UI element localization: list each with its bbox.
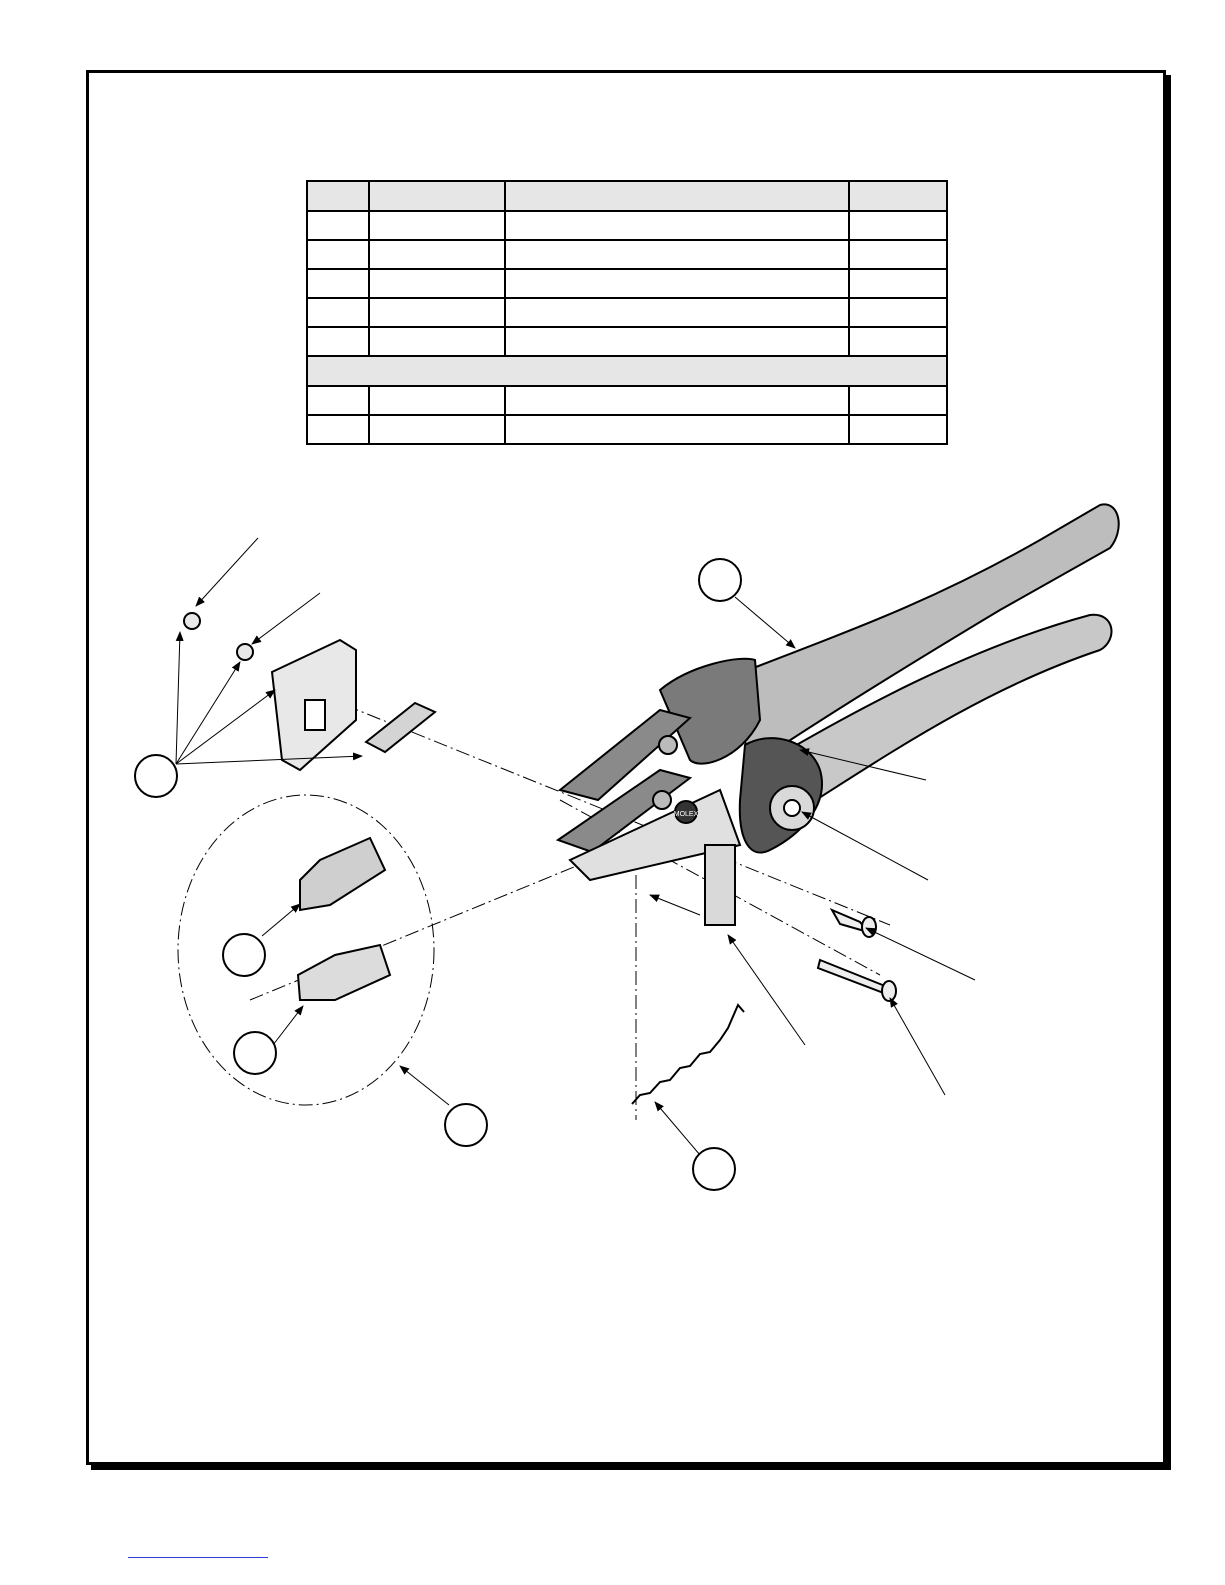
tool-logo: MOLEX	[673, 811, 699, 818]
footer-hyperlink[interactable]	[128, 1557, 268, 1558]
callout-bubble	[135, 755, 177, 797]
die-set-boundary	[178, 795, 434, 1105]
pins	[818, 910, 896, 1001]
callout-bubble	[693, 1148, 735, 1190]
tool-body	[558, 504, 1119, 925]
return-spring	[632, 1005, 744, 1104]
callout-bubble	[699, 559, 741, 601]
die-set	[298, 838, 390, 1000]
callout-bubble	[445, 1104, 487, 1146]
callout-bubble	[234, 1032, 276, 1074]
callout-bubble	[223, 934, 265, 976]
callout-bubbles	[135, 559, 741, 1190]
